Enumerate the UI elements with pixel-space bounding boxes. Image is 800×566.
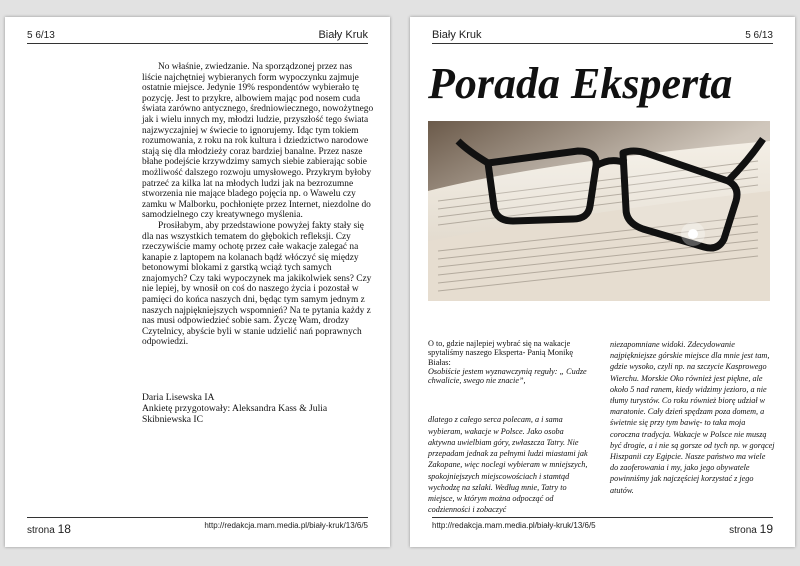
paragraph: Prosiłabym, aby przedstawione powyżej fakty stały się dla nas wszystkich tematem do głębokich refleksji. Czy rzeczywiście mamy ochotę przez całe wakacje zalegać na kanapie z laptopem na kolanach bądź włóczyć się między betonowymi blokami z garstką wciąż tych samych znajomych? Czy taki wypoczynek ma jakikolwiek sens? Czy nie lepiej, by wnosił on coś do naszego życia i pozostał w pamięci do końca naszych dni, będąc tym samym jednym z naszych najpiękniejszych wspomnień? Na te pytania każdy z nas musi odpowiedzieć sobie sam. Życzę Wam, drodzy Czytelnicy, abyście byli w stanie udzielić nań poprawnych odpowiedzi. bbox=[142, 220, 372, 348]
glasses-on-book-photo bbox=[428, 121, 770, 301]
page-19 bbox=[410, 17, 795, 547]
page-18 bbox=[5, 17, 390, 547]
footer-url-link[interactable]: http://redakcja.mam.media.pl/biały-kruk/13/6/5 bbox=[432, 521, 596, 530]
article-body bbox=[142, 62, 374, 348]
expert-quote: Osobiście jestem wyznawczynią reguły: „ Cudze chwalicie, swego nie znacie”, bbox=[428, 366, 587, 386]
issue-number: 5 6/13 bbox=[27, 30, 55, 41]
paragraph: No właśnie, zwiedzanie. Na sporządzonej przez nas liście najchętniej wybieranych form wypoczynku zajmuje ostatnie miejsce. Jedynie 19% respondentów wybierało tę pozycję. Jest to przykre, albowiem mając pod nosem cuda świata zarówno antycznego, średniowiecznego, nowożytnego jak i wielu innych my, młodzi ludzie, przyszłość tego świata najzwyczajniej w świecie to ignorujemy. Idąc tym tokiem rozumowania, z roku na rok kultura i dziedzictwo narodowe stają się dla młodzieży coraz bardziej banalne. Przez nasze błahe podejście krzywdzimy samych siebie zabierając sobie możliwość dalszego rozwoju umysłowego. Przykrym byłoby patrzeć za kilka lat na młodych ludzi jak na bezrozumne stworzenia nie mające bladego pojęcia np. o Wawelu czy zamku w Malborku, pochłonięte przez Internet, niezdolne do samodzielnego czy kreatywnego myślenia. bbox=[142, 62, 374, 221]
interview-intro: O to, gdzie najlepiej wybrać się na wakacje spytaliśmy naszego Eksperta- Panią Monikę Białas: bbox=[428, 339, 574, 367]
signature-block bbox=[142, 392, 374, 425]
page-number: strona 19 bbox=[729, 522, 773, 536]
page-header bbox=[27, 27, 368, 44]
page-footer bbox=[27, 517, 368, 538]
interview-column-2: niezapomniane widoki. Zdecydowanie najpiękniejsze górskie miejsce dla mnie jest tam, gdzie wysoko, czyli np. na szczycie Kasprowego Wierchu. Morskie Oko również jest piękne, ale około 5 nad ranem, kiedy widzimy jezioro, a nie tłumy turystów. Co roku również biorę udział w maratonie. Cały dzień spędzam poza domem, a świetnie się przy tym bawię- to taka moja coroczna tradycja. Wakacje w Polsce nie muszą być drogie, a i nie są gorsze od tych np. w gorącej Hiszpanii czy Egipcie. Nasze państwo ma wiele do zaoferowania i my, jako jego obywatele powinniśmy jak najczęściej korzystać z jego atutów. bbox=[610, 340, 775, 495]
glasses-illustration bbox=[428, 121, 770, 301]
survey-credit: Ankietę przygotowały: Aleksandra Kass & Julia Skibniewska IC bbox=[142, 403, 328, 425]
expert-answer: dlatego z całego serca polecam, a i sama wybieram, wakacje w Polsce. Jako osoba aktywna uwielbiam góry, zwłaszcza Tatry. Nie przepadam jednak za pełnymi ludzi miastami jak Zakopane, więc noclegi wybieram w mniejszych, spokojniejszych miejscowościach i stamtąd wychodzę na szlaki. Według mnie, Tatry to miejsce, w którym można odpocząć od codzienności i zobaczyć bbox=[428, 415, 588, 515]
interview-column-1 bbox=[428, 339, 593, 515]
article-title: Porada Eksperta bbox=[428, 59, 733, 108]
page-footer bbox=[432, 517, 773, 538]
page-number: strona 18 bbox=[27, 522, 71, 536]
magazine-name: Biały Kruk bbox=[318, 29, 368, 41]
magazine-name: Biały Kruk bbox=[432, 29, 482, 41]
author-name: Daria Lisewska IA bbox=[142, 392, 215, 403]
footer-url-link[interactable]: http://redakcja.mam.media.pl/biały-kruk/13/6/5 bbox=[204, 521, 368, 530]
issue-number: 5 6/13 bbox=[745, 30, 773, 41]
page-header bbox=[432, 27, 773, 44]
